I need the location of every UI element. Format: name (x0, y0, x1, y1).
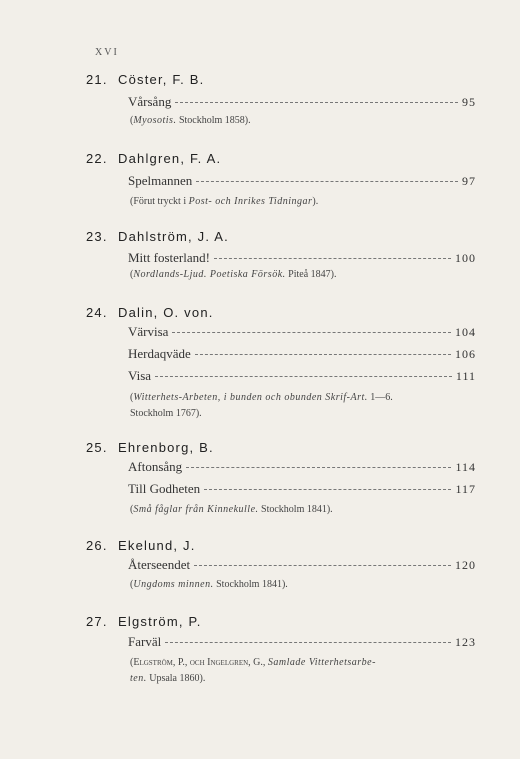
source-pre: (Elgström, P., och Ingelgren, G., (130, 657, 268, 668)
source-pre: (Förut tryckt i (130, 196, 189, 207)
source-pre: ( (130, 504, 134, 515)
source-post: Stockholm 1841). (213, 579, 288, 590)
source-note (130, 267, 460, 283)
work-row (128, 173, 476, 189)
work-title: Vårsång (128, 94, 172, 109)
work-row (128, 324, 476, 340)
work-title: Aftonsång (128, 459, 183, 474)
work-row (128, 368, 476, 384)
source-note (130, 390, 460, 422)
author-heading (86, 229, 229, 244)
source-note (130, 194, 460, 210)
work-page: 100 (455, 251, 476, 265)
author-name: Cöster, F. B. (118, 72, 205, 87)
author-name: Elgström, P. (118, 614, 202, 629)
page-number: XVI (95, 47, 119, 58)
dot-leader (172, 331, 451, 333)
work-title: Till Godheten (128, 481, 201, 496)
work-title: Herdaqväde (128, 346, 191, 361)
source-title: Myosotis. (133, 115, 177, 126)
dot-leader (155, 375, 452, 377)
work-row (128, 250, 476, 266)
dot-leader (196, 180, 458, 182)
source-title: Ungdoms minnen. (133, 579, 214, 590)
author-name: Ekelund, J. (118, 538, 196, 553)
source-title: Samlade Vitterhetsarbe- (267, 657, 376, 668)
source-pre: ( (130, 392, 134, 403)
author-heading (86, 151, 221, 166)
author-heading (86, 440, 214, 455)
work-page: 120 (455, 558, 476, 572)
entry-number: 21. (86, 72, 108, 87)
author-name: Ehrenborg, B. (118, 440, 214, 455)
work-page: 104 (455, 325, 476, 339)
entry-number: 22. (86, 151, 108, 166)
source-title: Post- och Inrikes Tidningar (188, 196, 313, 207)
work-page: 123 (455, 635, 476, 649)
dot-leader (214, 257, 451, 259)
source-pre: ( (130, 115, 134, 126)
author-heading (86, 538, 196, 553)
work-title: Spelmannen (128, 173, 193, 188)
work-title: Återseendet (128, 557, 191, 572)
source-line2: Stockholm 1767). (130, 408, 202, 419)
author-name: Dahlström, J. A. (118, 229, 229, 244)
source-post: Piteå 1847). (285, 269, 337, 280)
source-title: Witterhets-Arbeten, i bunden och obunden Skrif-Art. (133, 392, 368, 403)
work-page: 106 (455, 347, 476, 361)
work-page: 111 (455, 369, 476, 383)
source-title: Små fåglar från Kinnekulle. (133, 504, 259, 515)
author-name: Dahlgren, F. A. (118, 151, 222, 166)
entry-number: 25. (86, 440, 108, 455)
dot-leader (204, 488, 451, 490)
work-row (128, 557, 476, 573)
work-title: Farväl (128, 634, 162, 649)
work-page: 97 (462, 174, 476, 188)
source-post: Stockholm 1858). (176, 115, 251, 126)
work-title: Visa (128, 368, 152, 383)
source-note (130, 655, 460, 687)
source-pre: ( (130, 269, 134, 280)
work-row (128, 346, 476, 362)
source-note (130, 113, 460, 129)
entry-number: 27. (86, 614, 108, 629)
work-row (128, 481, 476, 497)
entry-number: 24. (86, 305, 108, 320)
source-post: ). (312, 196, 319, 207)
source-note (130, 577, 460, 593)
dot-leader (194, 564, 451, 566)
source-note (130, 502, 460, 518)
work-row (128, 94, 476, 110)
source-title-cont: ten. (130, 673, 147, 684)
source-pre: ( (130, 579, 134, 590)
dot-leader (165, 641, 451, 643)
work-page: 95 (462, 95, 476, 109)
source-line2: Upsala 1860). (146, 673, 206, 684)
dot-leader (195, 353, 451, 355)
work-page: 117 (455, 482, 476, 496)
author-heading (86, 305, 214, 320)
work-row (128, 634, 476, 650)
source-post: Stockholm 1841). (258, 504, 333, 515)
source-post: 1—6. (367, 392, 393, 403)
work-title: Mitt fosterland! (128, 250, 210, 265)
dot-leader (186, 466, 451, 468)
entry-number: 23. (86, 229, 108, 244)
dot-leader (175, 101, 458, 103)
work-page: 114 (455, 460, 476, 474)
author-heading (86, 614, 202, 629)
work-title: Värvisa (128, 324, 169, 339)
source-title: Nordlands-Ljud. Poetiska Försök. (133, 269, 286, 280)
entry-number: 26. (86, 538, 108, 553)
work-row (128, 459, 476, 475)
author-name: Dalin, O. von. (118, 305, 214, 320)
author-heading (86, 72, 204, 87)
